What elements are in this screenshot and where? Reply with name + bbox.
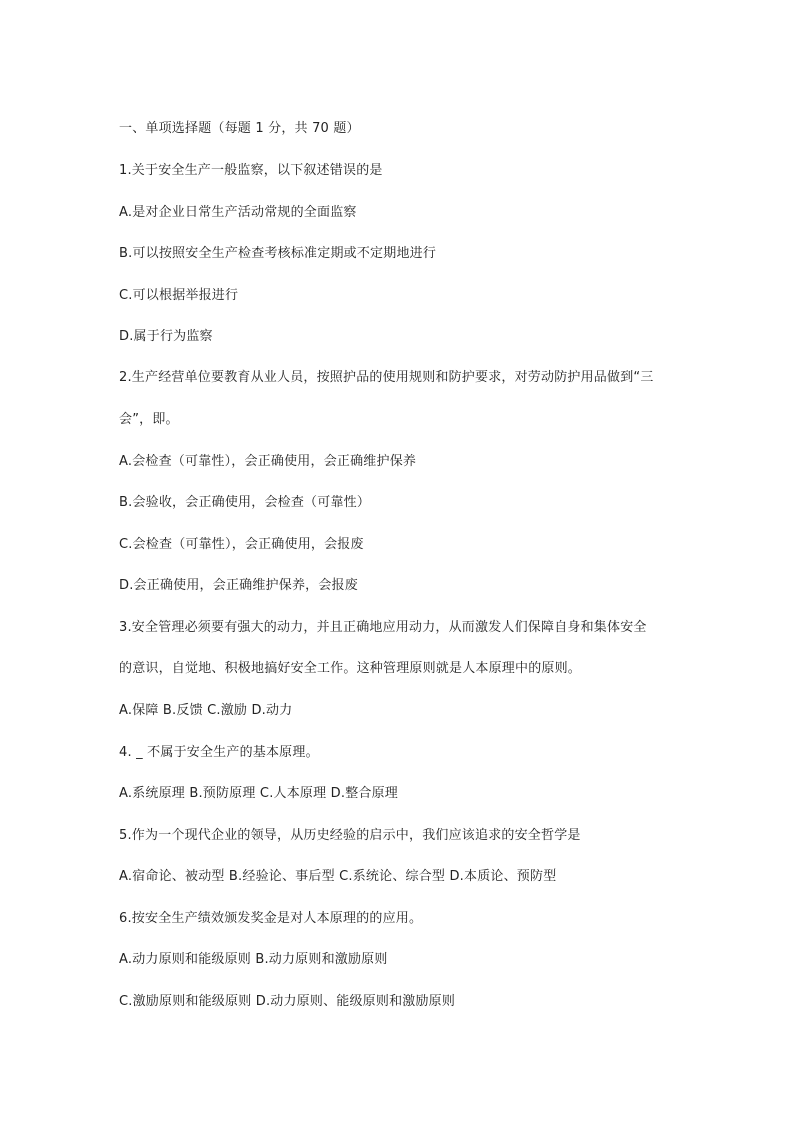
question-2-option-d: D.会正确使用，会正确维护保养，会报废 xyxy=(119,578,358,593)
question-5: 5.作为一个现代企业的领导，从历史经验的启示中，我们应该追求的安全哲学是 xyxy=(119,828,581,843)
question-3-line-1: 3.安全管理必须要有强大的动力，并且正确地应用动力，从而激发人们保障自身和集体安全 xyxy=(119,620,647,635)
question-6-options-line-1: A.动力原则和能级原则 B.动力原则和激励原则 xyxy=(119,952,388,967)
question-2-option-c: C.会检查（可靠性），会正确使用，会报废 xyxy=(119,537,364,552)
question-4-options: A.系统原理 B.预防原理 C.人本原理 D.整合原理 xyxy=(119,786,398,801)
question-6-options-line-2: C.激励原则和能级原则 D.动力原则、能级原则和激励原则 xyxy=(119,994,456,1009)
question-2-option-b: B.会验收，会正确使用，会检查（可靠性） xyxy=(119,495,371,510)
question-6: 6.按安全生产绩效颁发奖金是对人本原理的的应用。 xyxy=(119,911,423,926)
question-1-option-c: C.可以根据举报进行 xyxy=(119,288,239,303)
question-3-line-2: 的意识，自觉地、积极地搞好安全工作。这种管理原则就是人本原理中的原则。 xyxy=(119,661,582,676)
question-1-option-d: D.属于行为监察 xyxy=(119,329,213,344)
question-1-option-a: A.是对企业日常生产活动常规的全面监察 xyxy=(119,205,357,220)
question-2-line-1: 2.生产经营单位要教育从业人员，按照护品的使用规则和防护要求，对劳动防护用品做到“三 xyxy=(119,370,654,385)
question-5-options: A.宿命论、被动型 B.经验论、事后型 C.系统论、综合型 D.本质论、预防型 xyxy=(119,869,557,884)
question-1-option-b: B.可以按照安全生产检查考核标准定期或不定期地进行 xyxy=(119,246,437,261)
question-4: 4. _ 不属于安全生产的基本原理。 xyxy=(119,745,319,760)
question-3-options: A.保障 B.反馈 C.激励 D.动力 xyxy=(119,703,293,718)
question-2-option-a: A.会检查（可靠性），会正确使用，会正确维护保养 xyxy=(119,454,417,469)
question-2-line-2: 会”，即。 xyxy=(119,412,179,427)
section-heading: 一、单项选择题（每题 1 分，共 70 题） xyxy=(119,121,360,136)
question-1: 1.关于安全生产一般监察，以下叙述错误的是 xyxy=(119,163,383,178)
